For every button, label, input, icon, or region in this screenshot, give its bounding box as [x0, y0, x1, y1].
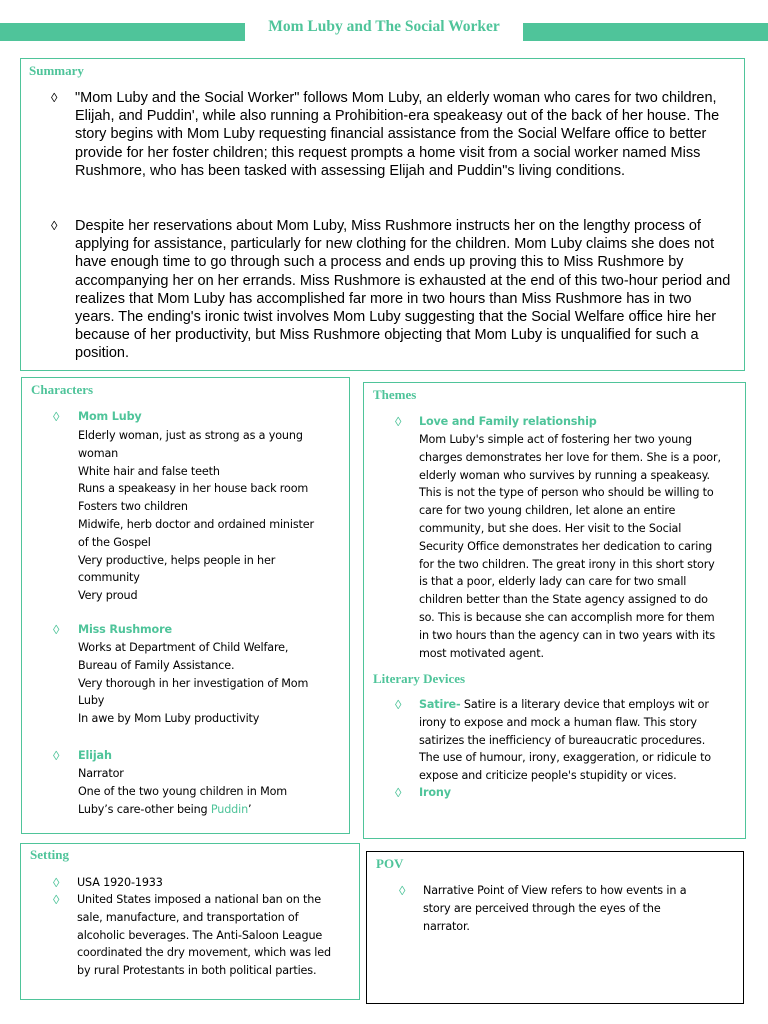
setting-heading: Setting — [30, 847, 69, 862]
page-title: Mom Luby and The Social Worker — [268, 18, 500, 35]
theme-description: Mom Luby's simple act of fostering her two young charges demonstrates her love for them. She is a poor, elderly woman who survives by running a speakeasy. This is not the type of person who should be willing to care for two young children, let alone an entire community, but she does. Her visit to the Social Security Office demonstrates her dedication to caring for the two children. The great irony in this short story is that a poor, elderly lady can care for two small children better than the State agency assigned to do so. This is because she can accomplish more for them in two hours than the agency can in two years with its most motivated agent. — [419, 433, 721, 660]
irony-label: Irony — [419, 786, 451, 799]
setting-item-1: USA 1920-1933 — [77, 876, 163, 889]
title-bar-left — [0, 23, 245, 41]
bullet-diamond-icon: ◊ — [395, 785, 402, 800]
summary-item-2: Despite her reservations about Mom Luby, Miss Rushmore instructs her on the lengthy process of applying for assistance, particularly for new clothing for the children. Mom Luby claims she does not have enough time to go through such a process and ends up proving this to Miss Rushmore by accompanying her on her errands. Miss Rushmore is exhausted at the end of this two-hour period and realizes that Mom Luby has accomplished far more in two hours than Miss Rushmore has in two years. The ending's ironic twist involves Mom Luby suggesting that the Social Welfare office hire her because of her productivity, but Miss Rushmore objecting that Mom Luby is unqualified for such a position. — [75, 218, 731, 362]
bullet-diamond-icon: ◊ — [53, 892, 60, 907]
bullet-diamond-icon: ◊ — [53, 748, 60, 763]
theme-title: Love and Family relationship — [419, 415, 597, 428]
bullet-diamond-icon: ◊ — [399, 883, 406, 898]
title-bar-right — [523, 23, 768, 41]
pov-description: Narrative Point of View refers to how events in a story are perceived through the eyes of the narrator. — [423, 884, 687, 933]
character-name-elijah: Elijah — [78, 749, 112, 762]
character-elijah-desc: Narrator One of the two young children in Mom Luby’s care-other being Puddin’ — [78, 767, 288, 816]
bullet-diamond-icon: ◊ — [53, 875, 60, 890]
summary-heading: Summary — [29, 63, 84, 78]
bullet-diamond-icon: ◊ — [395, 697, 402, 712]
bullet-diamond-icon: ◊ — [53, 622, 60, 637]
literary-devices-heading: Literary Devices — [373, 671, 466, 686]
character-mom-luby-desc: Elderly woman, just as strong as a young woman White hair and false teeth Runs a speakeasy in her house back room Fosters two children Midwife, herb doctor and ordained minister of the Gospel Very productive, helps people in her community Very proud — [78, 429, 314, 603]
bullet-diamond-icon: ◊ — [395, 414, 402, 429]
characters-heading: Characters — [31, 382, 94, 397]
character-name-miss-rushmore: Miss Rushmore — [78, 623, 172, 636]
setting-item-2: United States imposed a national ban on the sale, manufacture, and transportation of alcoholic beverages. The Anti-Saloon League coordinated the dry movement, which was led by rural Protestants in both political parties. — [77, 893, 331, 978]
pov-heading: POV — [376, 856, 404, 871]
satire-label: Satire- — [419, 698, 461, 711]
puddin-highlight: Puddin — [210, 802, 249, 816]
character-name-mom-luby: Mom Luby — [78, 410, 142, 423]
summary-item-1: "Mom Luby and the Social Worker" follows Mom Luby, an elderly woman who cares for two children, Elijah, and Puddin', while also running a Prohibition-era speakeasy out of the back of her house. The story begins with Mom Luby requesting financial assistance from the Social Welfare office to better provide for her foster children; this request prompts a home visit from a social worker named Miss Rushmore, who has been tasked with assessing Elijah and Puddin"s living conditions. — [75, 90, 720, 179]
character-miss-rushmore-desc: Works at Department of Child Welfare, Bureau of Family Assistance. Very thorough in her investigation of Mom Luby In awe by Mom Luby productivity — [78, 641, 309, 726]
bullet-diamond-icon: ◊ — [53, 409, 60, 424]
satire-description: Satire- Satire is a literary device that employs wit or irony to expose and mock a human flaw. This story satirizes the inefficiency of bureaucratic procedures. The use of humour, irony, exaggeration, or ridicule to expose and criticize people's stupidity or vices. — [419, 698, 712, 783]
themes-heading: Themes — [373, 387, 417, 402]
bullet-diamond-icon: ◊ — [51, 218, 58, 233]
bullet-diamond-icon: ◊ — [51, 90, 58, 105]
